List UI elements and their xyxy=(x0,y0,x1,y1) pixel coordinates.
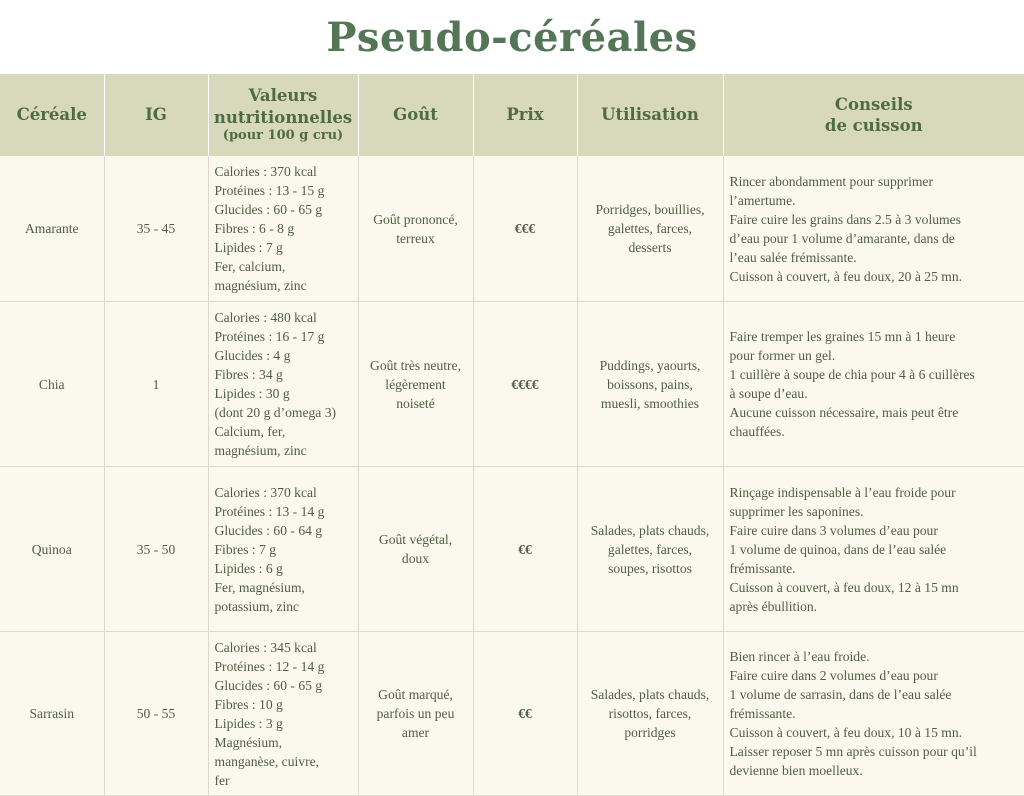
gout-line: amer xyxy=(401,725,430,740)
conseils-line: supprimer les saponines. xyxy=(729,503,864,519)
conseils-line: chauffées. xyxy=(729,424,785,439)
ig-value: 35 - 50 xyxy=(136,541,176,557)
conseils-line: 1 volume de sarrasin, dans de l’eau salée xyxy=(729,687,952,702)
header-valeurs-label: Valeurs nutritionnelles xyxy=(213,86,353,127)
header-cereale: Céréale xyxy=(0,74,104,156)
cell-prix xyxy=(473,156,577,302)
cell-cereale xyxy=(0,467,104,632)
valeurs-line: Fibres : 34 g xyxy=(214,367,283,382)
header-valeurs xyxy=(208,74,358,156)
cell-gout xyxy=(358,632,473,796)
utilisation-line: porridges xyxy=(624,725,676,740)
valeurs-line: Lipides : 3 g xyxy=(214,715,283,731)
cell-valeurs xyxy=(208,632,358,796)
utilisation-line: desserts xyxy=(628,240,672,255)
gout-line: doux xyxy=(401,551,430,566)
utilisation-line: Puddings, yaourts, xyxy=(599,357,701,373)
valeurs-line: Glucides : 60 - 64 g xyxy=(214,522,323,538)
cell-utilisation xyxy=(577,302,723,467)
valeurs-line: Glucides : 60 - 65 g xyxy=(214,677,323,693)
cell-prix xyxy=(473,302,577,467)
valeurs-line: Fer, calcium, xyxy=(214,259,286,274)
valeurs-line: fer xyxy=(214,772,230,788)
valeurs-line: (dont 20 g d’omega 3) xyxy=(214,405,337,420)
valeurs-line: Lipides : 30 g xyxy=(214,386,290,401)
cereale-name: Amarante xyxy=(24,221,79,236)
valeurs-line: Lipides : 6 g xyxy=(214,560,283,576)
header-utilisation: Utilisation xyxy=(577,74,723,156)
valeurs-line: Calcium, fer, xyxy=(214,424,286,439)
valeurs-line: Glucides : 4 g xyxy=(214,348,291,363)
utilisation-line: muesli, smoothies xyxy=(600,395,700,411)
ig-value: 50 - 55 xyxy=(136,706,176,721)
valeurs-line: Fibres : 6 - 8 g xyxy=(214,221,295,236)
valeurs-line: Calories : 345 kcal xyxy=(214,639,317,655)
valeurs-line: Fer, magnésium, xyxy=(214,579,305,595)
header-conseils-line-1: Conseils xyxy=(834,94,913,114)
prix-value: €€ xyxy=(518,541,532,557)
gout-line: Goût végétal, xyxy=(378,532,453,547)
cell-utilisation xyxy=(577,467,723,632)
title-bar xyxy=(0,0,1024,74)
valeurs-line: Magnésium, xyxy=(214,734,283,750)
conseils-line: Cuisson à couvert, à feu doux, 12 à 15 mn xyxy=(729,579,959,595)
conseils-line: Faire cuire les grains dans 2.5 à 3 volumes xyxy=(729,211,961,227)
valeurs-line: Protéines : 13 - 15 g xyxy=(214,183,325,198)
cell-gout xyxy=(358,302,473,467)
valeurs-line: Calories : 370 kcal xyxy=(214,484,317,500)
table-header-row xyxy=(0,74,1024,156)
cell-conseils xyxy=(723,302,1024,467)
valeurs-line: Protéines : 13 - 14 g xyxy=(214,503,325,519)
cell-valeurs xyxy=(208,302,358,467)
header-conseils-line-2: de cuisson xyxy=(824,116,923,135)
utilisation-line: galettes, farces, xyxy=(607,221,693,236)
valeurs-line: Calories : 370 kcal xyxy=(214,164,317,179)
valeurs-line: Fibres : 7 g xyxy=(214,541,277,557)
gout-line: Goût marqué, xyxy=(378,687,453,702)
cell-ig xyxy=(104,156,208,302)
cell-conseils xyxy=(723,632,1024,796)
cell-ig xyxy=(104,632,208,796)
utilisation-line: soupes, risottos xyxy=(608,560,692,576)
cell-cereale xyxy=(0,632,104,796)
conseils-line: Aucune cuisson nécessaire, mais peut être xyxy=(729,405,959,420)
gout-line: terreux xyxy=(396,230,435,246)
page-title: Pseudo-céréales xyxy=(326,13,698,61)
valeurs-line: Protéines : 16 - 17 g xyxy=(214,329,325,344)
conseils-line: Laisser reposer 5 mn après cuisson pour qu’il xyxy=(729,744,977,759)
cell-valeurs xyxy=(208,467,358,632)
conseils-line: à soupe d’eau. xyxy=(729,386,808,401)
gout-line: parfois un peu xyxy=(376,706,455,721)
cell-utilisation xyxy=(577,156,723,302)
conseils-line: Faire tremper les graines 15 mn à 1 heure xyxy=(729,329,956,344)
conseils-line: frémissante. xyxy=(729,706,796,721)
cell-ig xyxy=(104,467,208,632)
conseils-line: d’eau pour 1 volume d’amarante, dans de xyxy=(729,230,955,246)
conseils-line: Cuisson à couvert, à feu doux, 10 à 15 mn. xyxy=(729,725,963,740)
header-ig: IG xyxy=(104,74,208,156)
prix-value: €€€€ xyxy=(511,376,539,392)
conseils-line: pour former un gel. xyxy=(729,348,836,363)
conseils-line: 1 volume de quinoa, dans de l’eau salée xyxy=(729,541,947,557)
utilisation-line: boissons, pains, xyxy=(607,376,693,392)
gout-line: Goût prononcé, xyxy=(373,211,458,227)
pseudo-cereales-table xyxy=(0,74,1024,796)
valeurs-line: potassium, zinc xyxy=(214,598,300,614)
conseils-line: Faire cuire dans 2 volumes d’eau pour xyxy=(729,668,938,683)
table-row xyxy=(0,156,1024,302)
cell-cereale xyxy=(0,302,104,467)
utilisation-line: Porridges, bouillies, xyxy=(595,202,705,217)
conseils-line: Bien rincer à l’eau froide. xyxy=(729,649,870,664)
cell-utilisation xyxy=(577,632,723,796)
valeurs-line: magnésium, zinc xyxy=(214,278,307,293)
conseils-line: devienne bien moelleux. xyxy=(729,763,863,778)
header-prix: Prix xyxy=(473,74,577,156)
cereale-name: Quinoa xyxy=(31,541,72,557)
utilisation-line: risottos, farces, xyxy=(608,706,692,721)
gout-line: Goût très neutre, xyxy=(370,357,461,373)
cell-valeurs xyxy=(208,156,358,302)
cell-conseils xyxy=(723,467,1024,632)
prix-value: €€€ xyxy=(514,221,536,236)
gout-line: légèrement xyxy=(385,376,446,392)
conseils-line: frémissante. xyxy=(729,560,796,576)
utilisation-line: Salades, plats chauds, xyxy=(590,522,710,538)
valeurs-line: Protéines : 12 - 14 g xyxy=(214,658,325,674)
cereale-name: Sarrasin xyxy=(29,706,75,721)
header-conseils xyxy=(723,74,1024,156)
table-row xyxy=(0,467,1024,632)
utilisation-line: Salades, plats chauds, xyxy=(590,687,710,702)
cell-ig xyxy=(104,302,208,467)
cereale-name: Chia xyxy=(38,376,65,392)
conseils-line: Rincer abondamment pour supprimer xyxy=(729,173,933,189)
cell-cereale xyxy=(0,156,104,302)
conseils-line: l’eau salée frémissante. xyxy=(729,249,857,265)
valeurs-line: Glucides : 60 - 65 g xyxy=(214,202,323,217)
valeurs-line: Fibres : 10 g xyxy=(214,696,283,712)
prix-value: €€ xyxy=(518,706,532,721)
cell-conseils xyxy=(723,156,1024,302)
cell-prix xyxy=(473,632,577,796)
valeurs-line: magnésium, zinc xyxy=(214,443,307,458)
header-gout: Goût xyxy=(358,74,473,156)
valeurs-line: manganèse, cuivre, xyxy=(214,753,320,769)
conseils-line: 1 cuillère à soupe de chia pour 4 à 6 cuillères xyxy=(729,367,975,382)
conseils-line: Faire cuire dans 3 volumes d’eau pour xyxy=(729,522,938,538)
conseils-line: l’amertume. xyxy=(729,192,796,208)
gout-line: noiseté xyxy=(396,395,435,411)
ig-value: 1 xyxy=(152,376,160,392)
conseils-line: Rinçage indispensable à l’eau froide pour xyxy=(729,484,956,500)
cell-gout xyxy=(358,467,473,632)
utilisation-line: galettes, farces, xyxy=(607,541,693,557)
valeurs-line: Lipides : 7 g xyxy=(214,240,283,255)
ig-value: 35 - 45 xyxy=(136,221,176,236)
valeurs-line: Calories : 480 kcal xyxy=(214,310,317,325)
table-row xyxy=(0,632,1024,796)
header-valeurs-sub: (pour 100 g cru) xyxy=(222,127,344,143)
cell-prix xyxy=(473,467,577,632)
conseils-line: après ébullition. xyxy=(729,598,818,614)
conseils-line: Cuisson à couvert, à feu doux, 20 à 25 mn. xyxy=(729,268,963,284)
cell-gout xyxy=(358,156,473,302)
table-row xyxy=(0,302,1024,467)
